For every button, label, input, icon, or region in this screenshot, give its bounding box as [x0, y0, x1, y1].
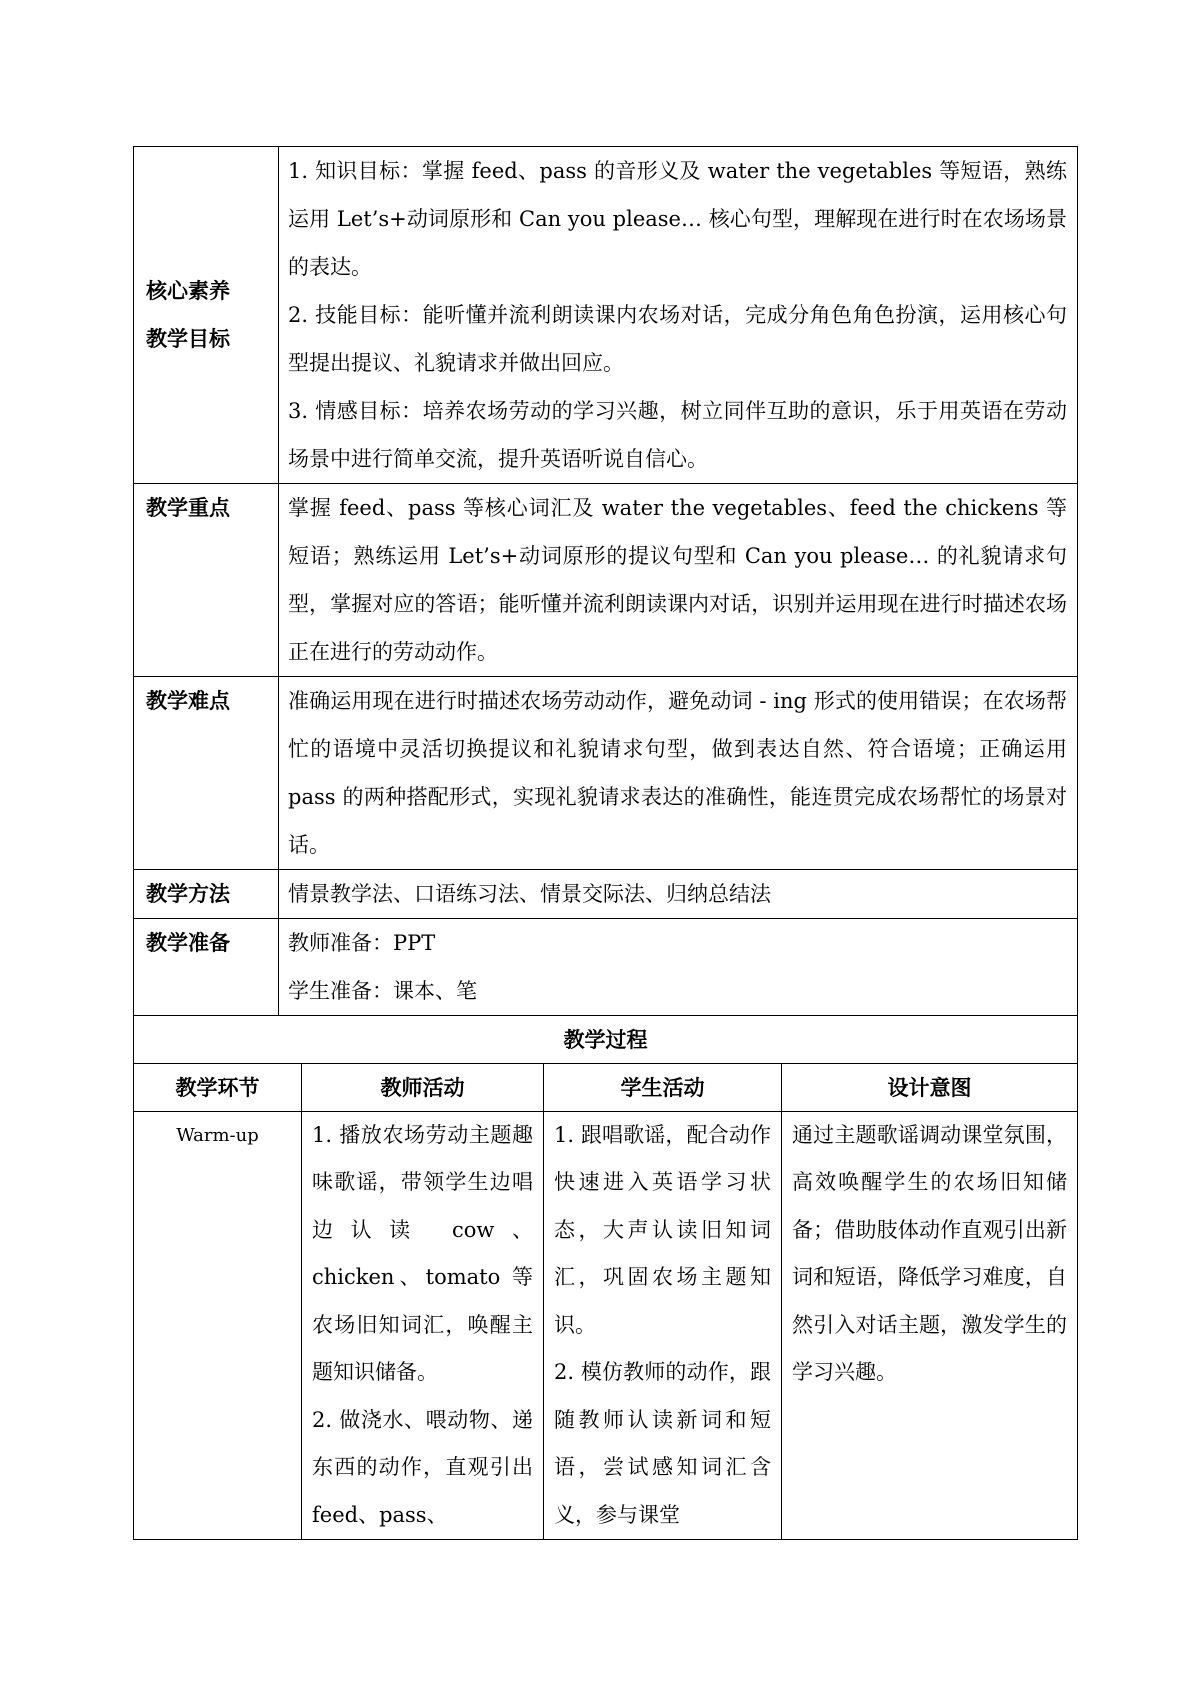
methods-row [134, 870, 1078, 919]
methods-content: 情景教学法、口语练习法、情景交际法、归纳总结法 [279, 870, 1078, 919]
preparation-row [134, 919, 1078, 1016]
student-preparation: 学生准备：课本、笔 [288, 979, 477, 1003]
process-title: 教学过程 [134, 1015, 1078, 1063]
teaching-process-table [133, 1015, 1078, 1541]
process-header-row [134, 1063, 1078, 1111]
key-points-row [134, 484, 1078, 677]
difficulties-content: 准确运用现在进行时描述农场劳动动作，避免动词 - ing 形式的使用错误；在农场帮忙的语境中灵活切换提议和礼貌请求句型，做到表达自然、符合语境；正确运用 pass 的两种搭配形式，实现礼貌请求表达的准确性，能连贯完成农场帮忙的场景对话。 [279, 677, 1078, 870]
header-student-activity: 学生活动 [544, 1063, 782, 1111]
difficulties-row [134, 677, 1078, 870]
warmup-student-activity: 1. 跟唱歌谣，配合动作快速进入英语学习状态，大声认读旧知词汇，巩固农场主题知识。 2. 模仿教师的动作，跟随教师认读新词和短语，尝试感知词汇含义，参与课堂 [544, 1111, 782, 1540]
preparation-content [279, 919, 1078, 1016]
objectives-row [134, 147, 1078, 484]
preparation-label: 教学准备 [134, 919, 279, 1016]
header-teacher-activity: 教师活动 [302, 1063, 544, 1111]
process-title-row [134, 1015, 1078, 1063]
objectives-content [279, 147, 1078, 484]
objective-skill: 2. 技能目标：能听懂并流利朗读课内农场对话，完成分角色角色扮演，运用核心句型提出提议、礼貌请求并做出回应。 [288, 303, 1067, 375]
objective-emotion: 3. 情感目标：培养农场劳动的学习兴趣，树立同伴互助的意识，乐于用英语在劳动场景中进行简单交流，提升英语听说自信心。 [288, 399, 1067, 471]
objectives-label: 核心素养 教学目标 [134, 147, 279, 484]
lesson-info-table [133, 146, 1078, 1016]
key-points-label: 教学重点 [134, 484, 279, 677]
header-stage: 教学环节 [134, 1063, 302, 1111]
methods-label: 教学方法 [134, 870, 279, 919]
header-design-intent: 设计意图 [782, 1063, 1078, 1111]
warmup-stage: Warm-up [134, 1111, 302, 1540]
difficulties-label: 教学难点 [134, 677, 279, 870]
warmup-teacher-activity: 1. 播放农场劳动主题趣味歌谣，带领学生边唱边认读 cow、chicken、tomato 等农场旧知词汇，唤醒主题知识储备。 2. 做浇水、喂动物、递东西的动作，直观引出 feed、pass、 [302, 1111, 544, 1540]
warmup-design-intent: 通过主题歌谣调动课堂氛围，高效唤醒学生的农场旧知储备；借助肢体动作直观引出新词和短语，降低学习难度，自然引入对话主题，激发学生的学习兴趣。 [782, 1111, 1078, 1540]
key-points-content: 掌握 feed、pass 等核心词汇及 water the vegetables、feed the chickens 等短语；熟练运用 Let’s+动词原形的提议句型和 Can you please… 的礼貌请求句型，掌握对应的答语；能听懂并流利朗读课内对话，识别并运用现在进行时描述农场正在进行的劳动动作。 [279, 484, 1078, 677]
warmup-row [134, 1111, 1078, 1540]
teacher-preparation: 教师准备：PPT [288, 931, 436, 955]
lesson-plan-document [133, 146, 1077, 1540]
objective-knowledge: 1. 知识目标：掌握 feed、pass 的音形义及 water the vegetables 等短语，熟练运用 Let’s+动词原形和 Can you please… 核心句型，理解现在进行时在农场场景的表达。 [288, 159, 1067, 279]
